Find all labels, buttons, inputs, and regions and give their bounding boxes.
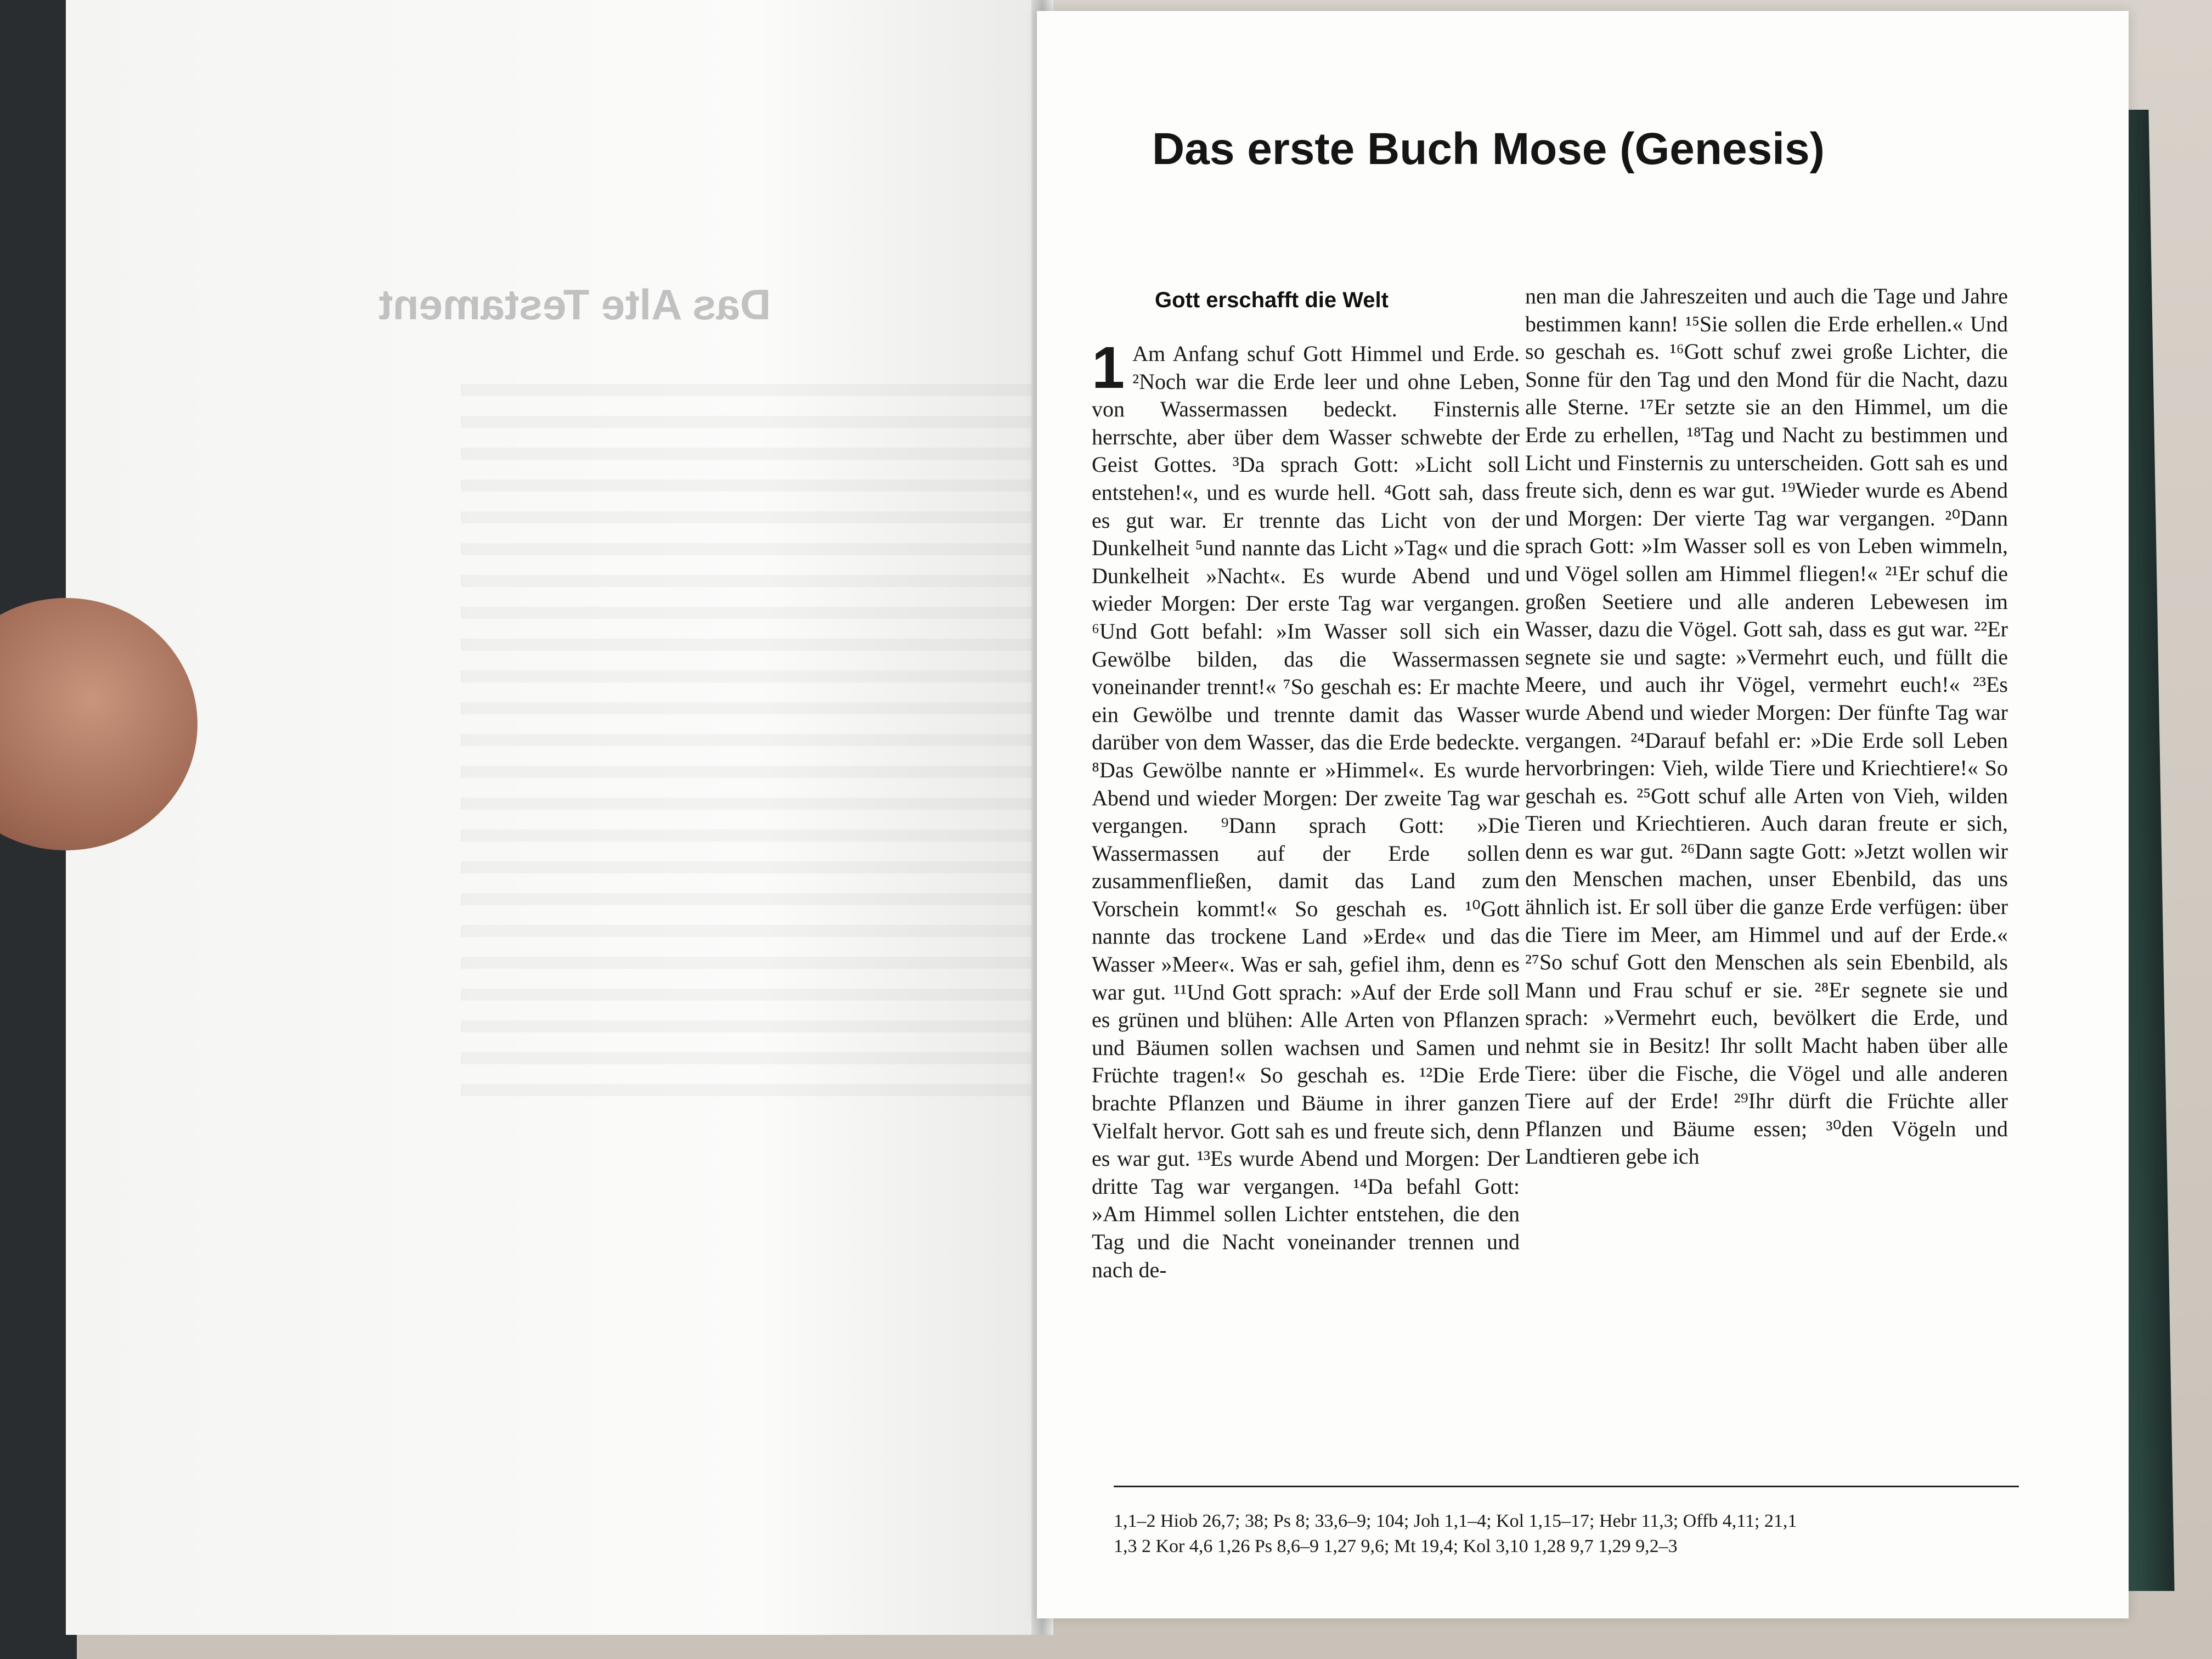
mirrored-title: Das Alte Testament <box>379 280 771 329</box>
column-text: nen man die Jahreszeiten und auch die Tage und Jahre bestimmen kann! ¹⁵Sie sollen die Erde erhellen.« Und so geschah es. ¹⁶Gott schuf zwei große Lichter, die Sonne für den Tag und den Mond für die Nacht, dazu alle Sterne. ¹⁷Er setzte sie an den Himmel, um die Erde zu erhellen, ¹⁸Tag und Nacht zu bestimmen und Licht und Finsternis zu unterscheiden. Gott sah es und freute sich, denn es war gut. ¹⁹Wieder wurde es Abend und Morgen: Der vierte Tag war vergangen. ²⁰Dann sprach Gott: »Im Wasser soll es von Leben wimmeln, und Vögel sollen am Himmel fliegen!« ²¹Er schuf die großen Seetiere und alle anderen Lebewesen im Wasser, dazu die Vögel. Gott sah, dass es gut war. ²²Er segnete sie und sagte: »Vermehrt euch, und füllt die Meere, und auch ihr Vögel, vermehrt euch!« ²³Es wurde Abend und wieder Morgen: Der fünfte Tag war vergangen. ²⁴Darauf befahl er: »Die Erde soll Leben hervorbringen: Vieh, wilde Tiere und Kriechtiere!« So geschah es. ²⁵Gott schuf alle Arten von Vieh, wilden Tieren und Kriechtieren. Auch daran freute er sich, denn es war gut. ²⁶Dann sagte Gott: »Jetzt wollen wir den Menschen machen, unser Ebenbild, das uns ähnlich ist. Er soll über die ganze Erde verfügen: über die Tiere im Meer, am Himmel und auf der Erde.« ²⁷So schuf Gott den Menschen als sein Ebenbild, als Mann und Frau schuf er sie. ²⁸Er segnete sie und sprach: »Vermehrt euch, bevölkert die Erde, und nehmt sie in Besitz! Ihr sollt Macht haben über alle Tiere: über die Fische, die Vögel und alle anderen Tiere auf der Erde! ²⁹Ihr dürft die Früchte aller Pflanzen und Bäume essen; ³⁰den Vögeln und Landtieren gebe ich <box>1525 284 2008 1169</box>
text-column-right <box>1525 283 2008 1171</box>
footnote-line: 1,1–2 Hiob 26,7; 38; Ps 8; 33,6–9; 104; Joh 1,1–4; Kol 1,15–17; Hebr 11,3; Offb 4,11; 21,1 <box>1114 1511 1797 1531</box>
footnote-line: 1,3 2 Kor 4,6 1,26 Ps 8,6–9 1,27 9,6; Mt 19,4; Kol 3,10 1,28 9,7 1,29 9,2–3 <box>1114 1536 1678 1556</box>
show-through-text <box>461 384 1037 1097</box>
column-text: Am Anfang schuf Gott Himmel und Erde. ²Noch war die Erde leer und ohne Leben, von Wassermassen bedeckt. Finsternis herrschte, aber über dem Wasser schwebte der Geist Gottes. ³Da sprach Gott: »Licht soll entstehen!«, und es wurde hell. ⁴Gott sah, dass es gut war. Er trennte das Licht von der Dunkelheit ⁵und nannte das Licht »Tag« und die Dunkelheit »Nacht«. Es wurde Abend und wieder Morgen: Der erste Tag war vergangen. ⁶Und Gott befahl: »Im Wasser soll sich ein Gewölbe bilden, das die Wassermassen voneinander trennt!« ⁷So geschah es: Er machte ein Gewölbe und trennte damit das Wasser darüber von dem Wasser, das die Erde bedeckte. ⁸Das Gewölbe nannte er »Himmel«. Es wurde Abend und wieder Morgen: Der zweite Tag war vergangen. ⁹Dann sprach Gott: »Die Wassermassen auf der Erde sollen zusammenfließen, damit das Land zum Vorschein kommt!« So geschah es. ¹⁰Gott nannte das trockene Land »Erde« und das Wasser »Meer«. Was er sah, gefiel ihm, denn es war gut. ¹¹Und Gott sprach: »Auf der Erde soll es grünen und blühen: Alle Arten von Pflanzen und Bäumen sollen wachsen und Samen und Früchte tragen!« So geschah es. ¹²Die Erde brachte Pflanzen und Bäume in ihrer ganzen Vielfalt hervor. Gott sah es und freute sich, denn es war gut. ¹³Es wurde Abend und Morgen: Der dritte Tag war vergangen. ¹⁴Da befahl Gott: »Am Himmel sollen Lichter entstehen, die den Tag und die Nacht voneinander trennen und nach de- <box>1092 341 1520 1282</box>
footnote-rule <box>1114 1486 2019 1487</box>
text-column-left <box>1092 334 1520 1284</box>
chapter-number: 1 <box>1092 334 1125 400</box>
footnotes <box>1114 1509 2046 1559</box>
book-title: Das erste Buch Mose (Genesis) <box>1152 124 1825 174</box>
section-heading: Gott erschafft die Welt <box>1155 288 1389 312</box>
left-page <box>66 0 1053 1635</box>
